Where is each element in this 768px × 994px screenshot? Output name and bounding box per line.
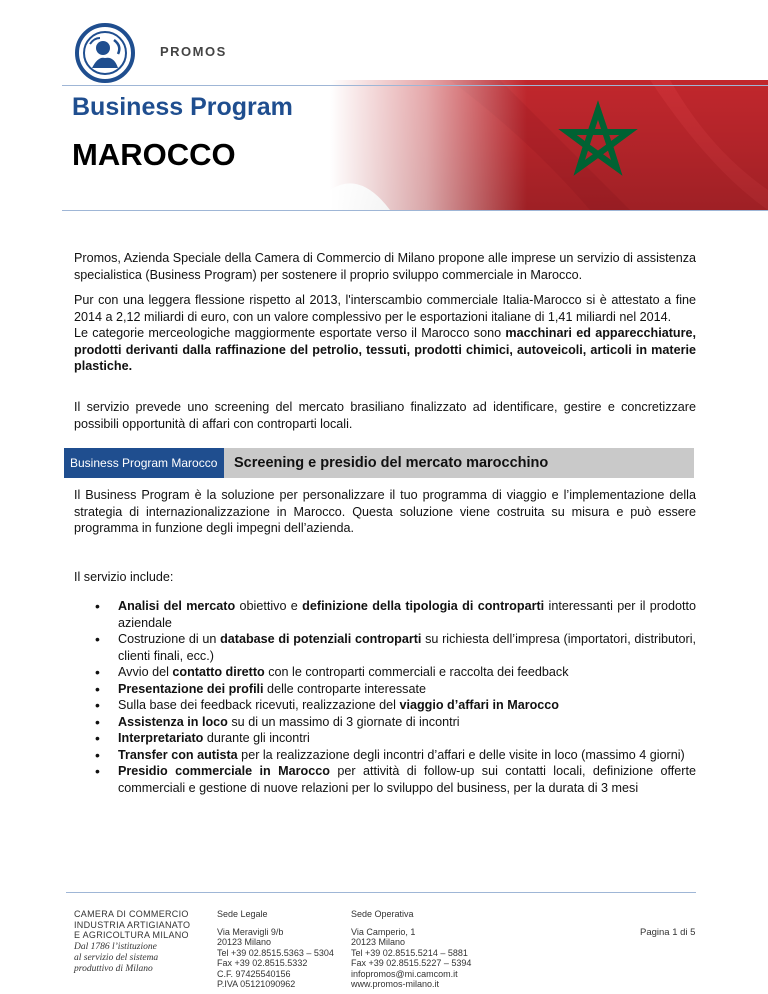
section-title-bar — [224, 448, 694, 478]
program-title: Business Program — [72, 93, 293, 121]
service-paragraph: Il servizio prevede uno screening del mercato brasiliano finalizzato ad identificare, gestire e concretizzare possibili opportunità di affari con controparti locali. — [74, 400, 696, 431]
list-item: • Presidio commerciale in Marocco per attività di follow-up sui contatti locali, definizione offerte commerciali e gestione di nuove relazioni per lo sviluppo del business, per la durata di 3 mesi — [95, 763, 696, 796]
categories-text: Le categorie merceologiche maggiormente esportate verso il Marocco sono — [74, 326, 506, 340]
intro-paragraph: Promos, Azienda Speciale della Camera di Commercio di Milano propone alle imprese un servizio di assistenza specialistica (Business Program) per sostenere il proprio sviluppo commerciale in Marocco. — [74, 251, 696, 282]
list-item: • Interpretariato durante gli incontri — [95, 730, 696, 747]
list-item: • Costruzione di un database di potenziali controparti su richiesta dell’impresa (importatori, distributori, clienti finali, ecc.) — [95, 631, 696, 664]
list-item: • Analisi del mercato obiettivo e definizione della tipologia di controparti interessanti per il prodotto aziendale — [95, 598, 696, 631]
header-rule-top — [62, 85, 768, 86]
promos-logo — [74, 22, 136, 84]
list-item: • Sulla base dei feedback ricevuti, realizzazione del viaggio d’affari in Marocco — [95, 697, 696, 714]
list-item: • Avvio del contatto diretto con le controparti commerciali e raccolta dei feedback — [95, 664, 696, 681]
header-rule-bottom — [62, 210, 768, 211]
footer-organization: CAMERA DI COMMERCIO INDUSTRIA ARTIGIANATO E AGRICOLTURA MILANO — [74, 909, 191, 940]
trade-paragraph — [74, 292, 696, 375]
brand-name: PROMOS — [160, 44, 227, 59]
section-header — [64, 448, 694, 478]
program-description: Il Business Program è la soluzione per personalizzare il tuo programma di viaggio e l’implementazione della strategia di internazionalizzazione in Marocco. Questa soluzione viene costruita su misura e può essere programma in funzione degli impegni dell’azienda. — [74, 488, 696, 535]
list-item: • Assistenza in loco su di un massimo di 3 giornate di incontri — [95, 714, 696, 731]
footer-email: infopromos@mi.camcom.it — [351, 968, 458, 979]
section-title: Screening e presidio del mercato marocchino — [234, 455, 549, 471]
footer-operational-address: Sede Operativa Via Camperio, 1 20123 Milano Tel +39 02.8515.5214 – 5881 Fax +39 02.8515.5227 – 5394 infopromos@mi.camcom.it www.promos-milano.it — [351, 909, 472, 989]
categories-bold-text: macchinari ed apparecchiature, prodotti derivanti dalla raffinazione del petrolio, tessuti, prodotti chimici, autoveicoli, articoli in materie plastiche. — [74, 326, 696, 373]
morocco-flag-image — [330, 80, 768, 210]
list-item: • Presentazione dei profili delle controparte interessate — [95, 681, 696, 698]
list-item: • Transfer con autista per la realizzazione degli incontri d’affari e delle visite in loco (massimo 4 giorni) — [95, 747, 696, 764]
footer-legal-address: Sede Legale Via Meravigli 9/b 20123 Milano Tel +39 02.8515.5363 – 5304 Fax +39 02.8515.5332 C.F. 97425540156 P.IVA 05121090962 — [217, 909, 334, 989]
service-includes-label: Il servizio include: — [74, 570, 174, 584]
page-number: Pagina 1 di 5 — [640, 927, 696, 938]
footer-motto: Dal 1786 l’istituzione al servizio del sistema produttivo di Milano — [74, 942, 159, 974]
footer-website: www.promos-milano.it — [351, 979, 440, 989]
section-tag: Business Program Marocco — [64, 448, 224, 478]
service-list — [95, 598, 696, 796]
country-title: MAROCCO — [72, 137, 236, 172]
footer-rule — [66, 892, 696, 893]
trade-text: Pur con una leggera flessione rispetto al 2013, l'interscambio commerciale Italia-Marocco si è attestato a fine 2014 a 2,12 miliardi di euro, con un valore complessivo per le esportazioni italiane di 1,41 miliardi nel 2014. — [74, 293, 696, 324]
